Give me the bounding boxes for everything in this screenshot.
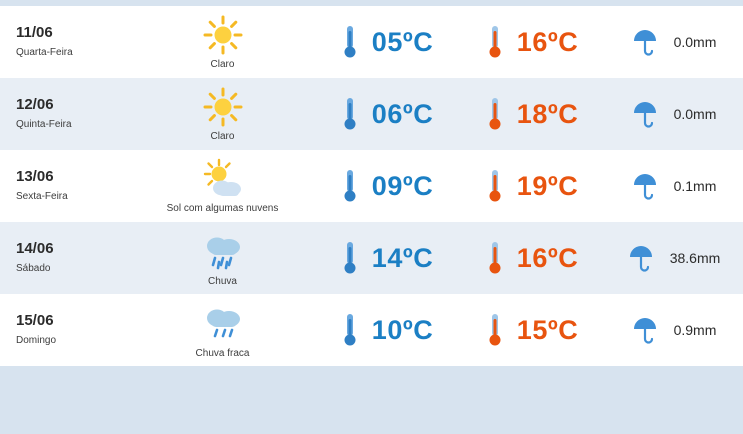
date-wrapper xyxy=(0,311,130,349)
thermometer-hot-icon xyxy=(487,95,503,133)
forecast-max-temp-cell xyxy=(460,222,605,294)
min-temp-value: 06ºC xyxy=(371,98,434,129)
forecast-weekday: Sábado xyxy=(16,263,51,274)
forecast-date: 11/06 xyxy=(16,24,53,41)
condition-label: Claro xyxy=(210,59,235,70)
max-temp-value: 16ºC xyxy=(516,242,579,273)
light-rain-cloud-icon xyxy=(198,301,248,345)
rain-value: 0.9mm xyxy=(673,322,717,338)
rain-wrapper xyxy=(605,244,743,272)
max-temp-value: 16ºC xyxy=(516,26,579,57)
condition-label: Chuva fraca xyxy=(195,348,250,359)
forecast-date-cell xyxy=(0,294,130,366)
forecast-min-temp-cell xyxy=(315,294,460,366)
sun-icon xyxy=(202,14,244,56)
forecast-date-cell xyxy=(0,78,130,150)
forecast-rain-cell xyxy=(605,78,743,150)
thermometer-hot-icon xyxy=(487,23,503,61)
forecast-date-cell xyxy=(0,6,130,78)
date-wrapper xyxy=(0,95,130,133)
max-temp-wrapper xyxy=(460,95,605,133)
bottom-spacer xyxy=(0,366,743,434)
forecast-condition-cell xyxy=(130,294,315,366)
min-temp-wrapper xyxy=(315,23,460,61)
forecast-min-temp-cell xyxy=(315,222,460,294)
forecast-weekday: Domingo xyxy=(16,335,57,346)
date-wrapper xyxy=(0,239,130,277)
rain-value: 0.0mm xyxy=(673,34,717,50)
max-temp-value: 19ºC xyxy=(516,170,579,201)
condition-wrapper xyxy=(130,14,315,70)
rain-wrapper xyxy=(605,316,743,344)
thermometer-cold-icon xyxy=(342,167,358,205)
max-temp-wrapper xyxy=(460,239,605,277)
forecast-max-temp-cell xyxy=(460,78,605,150)
rain-wrapper xyxy=(605,172,743,200)
rain-cloud-icon xyxy=(198,229,248,273)
forecast-condition-cell xyxy=(130,150,315,222)
umbrella-icon xyxy=(632,28,658,56)
max-temp-value: 18ºC xyxy=(516,98,579,129)
table-row[interactable] xyxy=(0,222,743,294)
sun-behind-cloud-icon xyxy=(197,158,249,200)
min-temp-wrapper xyxy=(315,167,460,205)
umbrella-icon xyxy=(628,244,654,272)
rain-value: 0.0mm xyxy=(673,106,717,122)
forecast-rain-cell xyxy=(605,222,743,294)
date-wrapper xyxy=(0,167,130,205)
forecast-condition-cell xyxy=(130,222,315,294)
forecast-min-temp-cell xyxy=(315,6,460,78)
table-row[interactable] xyxy=(0,6,743,78)
max-temp-wrapper xyxy=(460,167,605,205)
min-temp-value: 05ºC xyxy=(371,26,434,57)
forecast-rain-cell xyxy=(605,294,743,366)
min-temp-value: 10ºC xyxy=(371,314,434,345)
rain-value: 38.6mm xyxy=(669,250,721,266)
thermometer-cold-icon xyxy=(342,23,358,61)
forecast-date-cell xyxy=(0,222,130,294)
rain-value: 0.1mm xyxy=(673,178,717,194)
sun-icon xyxy=(202,86,244,128)
forecast-condition-cell xyxy=(130,6,315,78)
forecast-min-temp-cell xyxy=(315,78,460,150)
thermometer-cold-icon xyxy=(342,239,358,277)
table-row[interactable] xyxy=(0,294,743,366)
table-row[interactable] xyxy=(0,78,743,150)
forecast-date-cell xyxy=(0,150,130,222)
table-row[interactable] xyxy=(0,150,743,222)
forecast-max-temp-cell xyxy=(460,6,605,78)
forecast-weekday: Quarta-Feira xyxy=(16,47,73,58)
forecast-date: 14/06 xyxy=(16,240,54,257)
thermometer-hot-icon xyxy=(487,311,503,349)
thermometer-hot-icon xyxy=(487,239,503,277)
condition-wrapper xyxy=(130,158,315,214)
forecast-rain-cell xyxy=(605,6,743,78)
condition-wrapper xyxy=(130,229,315,287)
condition-label: Sol com algumas nuvens xyxy=(166,203,279,214)
forecast-rain-cell xyxy=(605,150,743,222)
min-temp-value: 09ºC xyxy=(371,170,434,201)
min-temp-value: 14ºC xyxy=(371,242,434,273)
forecast-min-temp-cell xyxy=(315,150,460,222)
condition-label: Chuva xyxy=(208,276,237,287)
thermometer-cold-icon xyxy=(342,311,358,349)
condition-wrapper xyxy=(130,86,315,142)
forecast-table xyxy=(0,6,743,366)
forecast-date: 15/06 xyxy=(16,312,54,329)
condition-wrapper xyxy=(130,301,315,359)
max-temp-value: 15ºC xyxy=(516,314,579,345)
umbrella-icon xyxy=(632,100,658,128)
condition-label: Claro xyxy=(210,131,235,142)
forecast-date: 13/06 xyxy=(16,168,54,185)
min-temp-wrapper xyxy=(315,95,460,133)
max-temp-wrapper xyxy=(460,23,605,61)
forecast-max-temp-cell xyxy=(460,150,605,222)
rain-wrapper xyxy=(605,100,743,128)
forecast-max-temp-cell xyxy=(460,294,605,366)
umbrella-icon xyxy=(632,316,658,344)
forecast-date: 12/06 xyxy=(16,96,54,113)
umbrella-icon xyxy=(632,172,658,200)
min-temp-wrapper xyxy=(315,239,460,277)
forecast-weekday: Sexta-Feira xyxy=(16,191,68,202)
max-temp-wrapper xyxy=(460,311,605,349)
date-wrapper xyxy=(0,23,130,61)
forecast-weekday: Quinta-Feira xyxy=(16,119,72,130)
min-temp-wrapper xyxy=(315,311,460,349)
thermometer-cold-icon xyxy=(342,95,358,133)
forecast-condition-cell xyxy=(130,78,315,150)
thermometer-hot-icon xyxy=(487,167,503,205)
rain-wrapper xyxy=(605,28,743,56)
